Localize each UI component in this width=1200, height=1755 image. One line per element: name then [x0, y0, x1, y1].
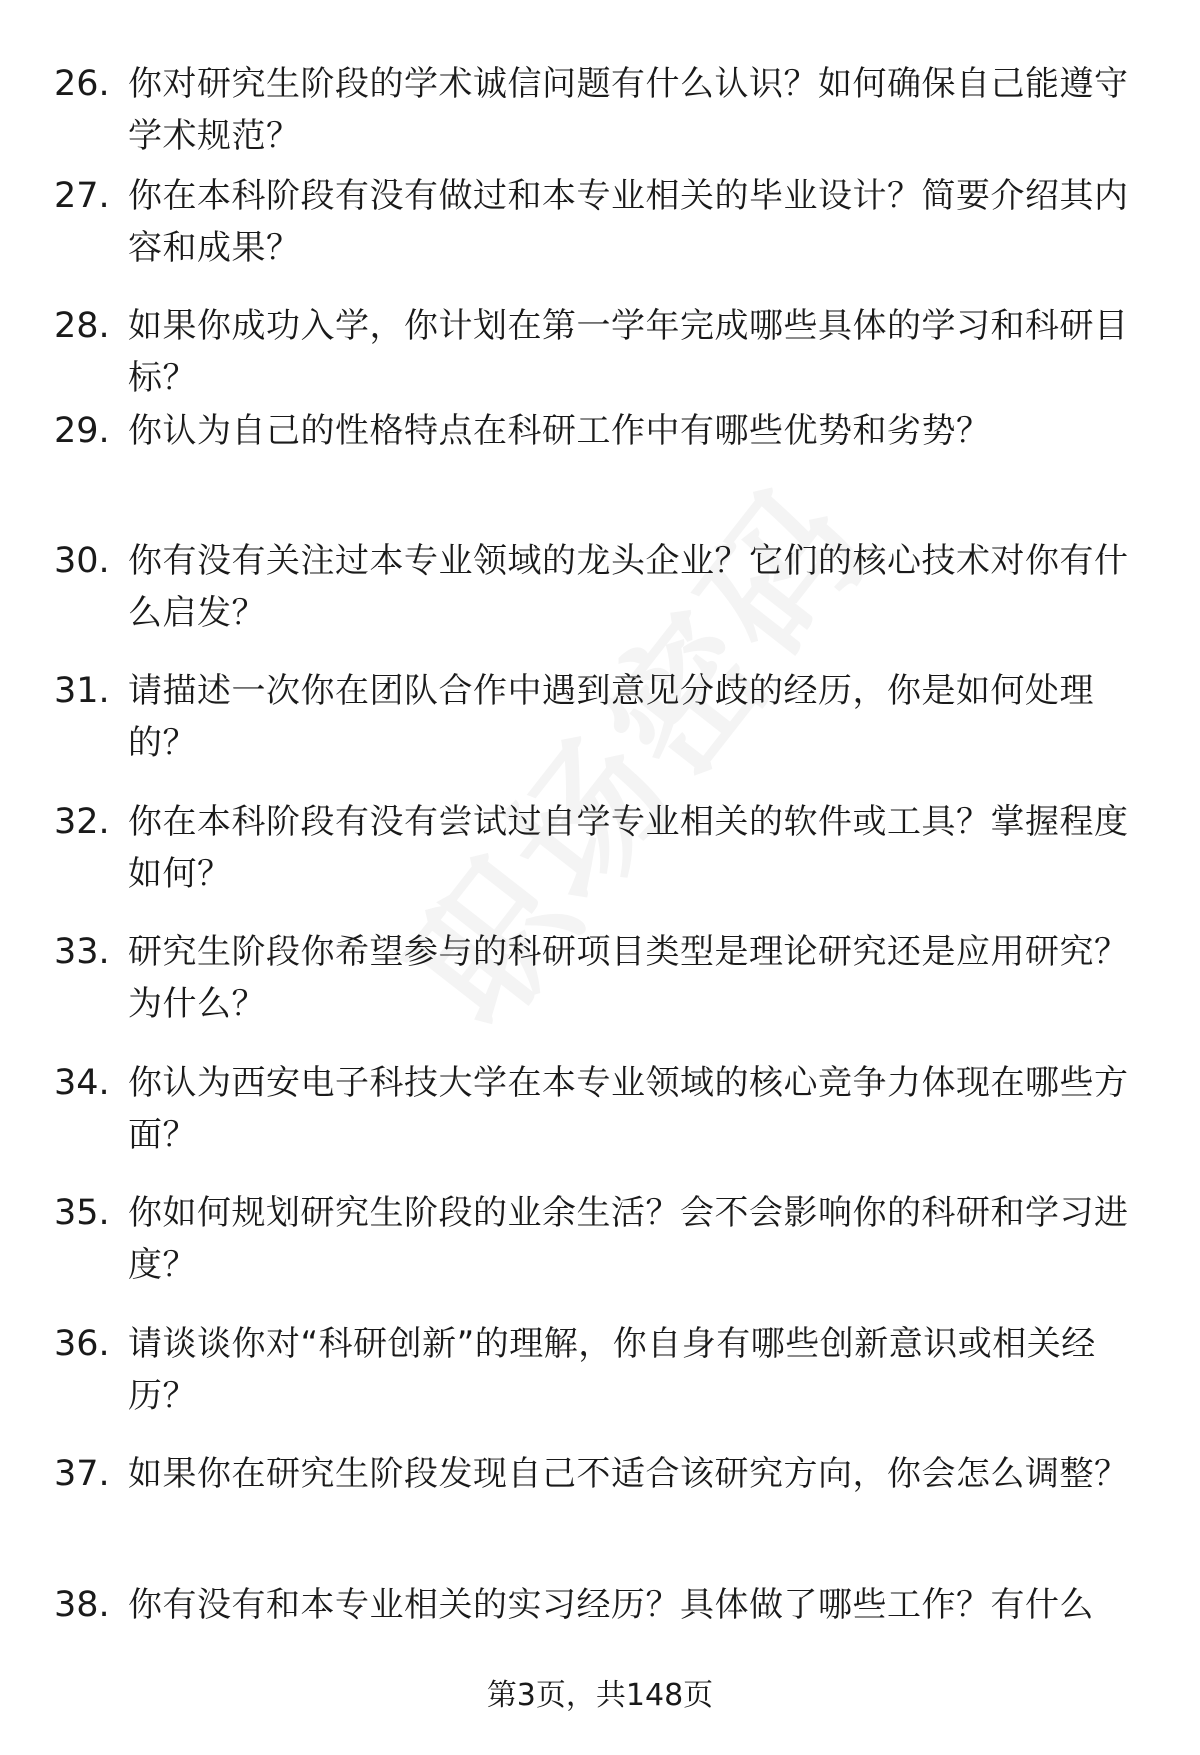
question-text: 你有没有关注过本专业领域的龙头企业？它们的核心技术对你有什么启发？ — [128, 541, 1129, 633]
question-number: 32. — [54, 802, 110, 842]
page-footer — [0, 1676, 1200, 1716]
question-text: 你对研究生阶段的学术诚信问题有什么认识？如何确保自己能遵守学术规范？ — [128, 64, 1129, 156]
question-number: 27. — [54, 176, 110, 216]
question-text: 你如何规划研究生阶段的业余生活？会不会影响你的科研和学习进度？ — [128, 1193, 1129, 1285]
question-text: 请描述一次你在团队合作中遇到意见分歧的经历，你是如何处理的？ — [128, 671, 1094, 763]
question-number: 30. — [54, 541, 110, 581]
question-text: 请谈谈你对“科研创新”的理解，你自身有哪些创新意识或相关经历？ — [128, 1324, 1096, 1416]
question-text: 你认为西安电子科技大学在本专业领域的核心竞争力体现在哪些方面？ — [128, 1063, 1129, 1155]
question-number: 36. — [54, 1324, 110, 1364]
question-number: 31. — [54, 671, 110, 711]
question-number: 38. — [54, 1585, 110, 1625]
question-text: 你有没有和本专业相关的实习经历？具体做了哪些工作？有什么 — [128, 1585, 1094, 1625]
question-text: 如果你在研究生阶段发现自己不适合该研究方向，你会怎么调整？ — [128, 1454, 1129, 1494]
question-number: 35. — [54, 1193, 110, 1233]
question-number: 26. — [54, 64, 110, 104]
question-text: 你认为自己的性格特点在科研工作中有哪些优势和劣势？ — [128, 411, 991, 451]
page-number-label: 第3页，共148页 — [486, 1678, 714, 1713]
question-number: 29. — [54, 411, 110, 451]
question-number: 37. — [54, 1454, 110, 1494]
question-text: 你在本科阶段有没有尝试过自学专业相关的软件或工具？掌握程度如何？ — [128, 802, 1129, 894]
question-number: 34. — [54, 1063, 110, 1103]
question-text: 你在本科阶段有没有做过和本专业相关的毕业设计？简要介绍其内容和成果？ — [128, 176, 1129, 268]
question-text: 如果你成功入学，你计划在第一学年完成哪些具体的学习和科研目标？ — [128, 306, 1129, 398]
question-number: 33. — [54, 932, 110, 972]
question-number: 28. — [54, 306, 110, 346]
question-text: 研究生阶段你希望参与的科研项目类型是理论研究还是应用研究？为什么？ — [128, 932, 1129, 1024]
